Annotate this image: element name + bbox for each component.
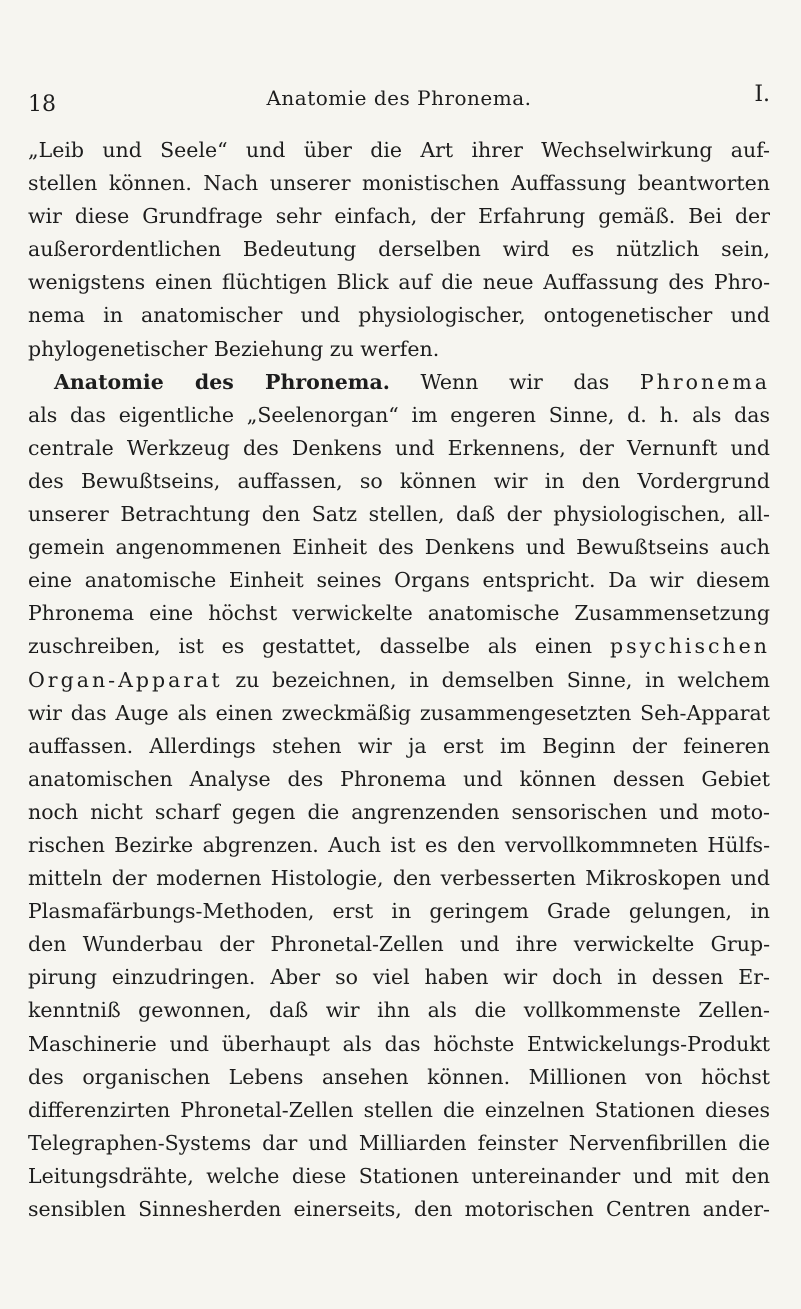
text-line: „Leib und Seele“ und über die Art ihrer Wechselwirkung auf- (28, 138, 770, 162)
text-line: Telegraphen-Systems dar und Milliarden feinster Nervenfibrillen die (28, 1130, 770, 1155)
text-line: stellen können. Nach unserer monistischen Auffassung beantworten (28, 171, 770, 196)
emphasized-term: Organ-Apparat (28, 667, 223, 692)
text-line: außerordentlichen Bedeutung derselben wird es nützlich sein, (28, 237, 770, 262)
text-line: Plasmafärbungs-Methoden, erst in geringem Grade gelungen, in (28, 899, 770, 924)
body-text (28, 134, 770, 1226)
text-line: wir das Auge als einen zweckmäßig zusammengesetzten Seh-Apparat (28, 700, 770, 725)
chapter-numeral: I. (754, 82, 770, 107)
page-number: 18 (28, 92, 56, 117)
text-line: mitteln der modernen Histologie, den verbesserten Mikroskopen und (28, 866, 770, 891)
emphasized-term: psychischen (609, 634, 770, 659)
text-line: gemein angenommenen Einheit des Denkens und Bewußtseins auch (28, 535, 770, 560)
text-line: Organ-Apparat zu bezeichnen, in demselben Sinne, in welchem (28, 667, 770, 692)
page-header (28, 82, 770, 126)
text-line: zuschreiben, ist es gestattet, dasselbe als einen psychischen (28, 634, 770, 659)
text-line: nema in anatomischer und physiologischer, ontogenetischer und (28, 303, 770, 328)
text-line: pirung einzudringen. Aber so viel haben wir doch in dessen Er- (28, 965, 770, 990)
text-line: phylogenetischer Beziehung zu werfen. (28, 336, 440, 361)
text-line: auffassen. Allerdings stehen wir ja erst im Beginn der feineren (28, 733, 770, 758)
text-line: centrale Werkzeug des Denkens und Erkennens, der Vernunft und (28, 435, 770, 460)
text-line: differenzirten Phronetal-Zellen stellen die einzelnen Stationen dieses (28, 1097, 770, 1122)
text-line: sensiblen Sinnesherden einerseits, den motorischen Centren ander- (28, 1197, 770, 1221)
section-heading-line: Anatomie des Phronema. Wenn wir das Phronema (54, 369, 770, 394)
text-line: wir diese Grundfrage sehr einfach, der Erfahrung gemäß. Bei der (28, 204, 770, 229)
text-line: Phronema eine höchst verwickelte anatomische Zusammensetzung (28, 601, 770, 626)
section-heading: Anatomie des Phronema. (54, 369, 390, 394)
text-line: noch nicht scharf gegen die angrenzenden sensorischen und moto- (28, 799, 770, 824)
text-line: wenigstens einen flüchtigen Blick auf die neue Auffassung des Phro- (28, 270, 770, 295)
text-line: als das eigentliche „Seelenorgan“ im engeren Sinne, d. h. als das (28, 402, 770, 427)
text-line: des organischen Lebens ansehen können. Millionen von höchst (28, 1064, 770, 1089)
running-title: Anatomie des Phronema. (266, 86, 532, 110)
text-line: kenntniß gewonnen, daß wir ihn als die vollkommenste Zellen- (28, 998, 770, 1023)
text-line: unserer Betrachtung den Satz stellen, daß der physiologischen, all- (28, 502, 770, 527)
text-line: den Wunderbau der Phronetal-Zellen und ihre verwickelte Grup- (28, 932, 770, 957)
text-line: des Bewußtseins, auffassen, so können wir in den Vordergrund (28, 468, 770, 493)
text-line: eine anatomische Einheit seines Organs entspricht. Da wir diesem (28, 568, 770, 593)
text-line: anatomischen Analyse des Phronema und können dessen Gebiet (28, 766, 770, 791)
text-line: Maschinerie und überhaupt als das höchste Entwickelungs-Produkt (28, 1031, 770, 1056)
emphasized-term: Phronema (639, 369, 770, 394)
text-line: rischen Bezirke abgrenzen. Auch ist es den vervollkommneten Hülfs- (28, 832, 770, 857)
text-line: Leitungsdrähte, welche diese Stationen untereinander und mit den (28, 1163, 770, 1188)
